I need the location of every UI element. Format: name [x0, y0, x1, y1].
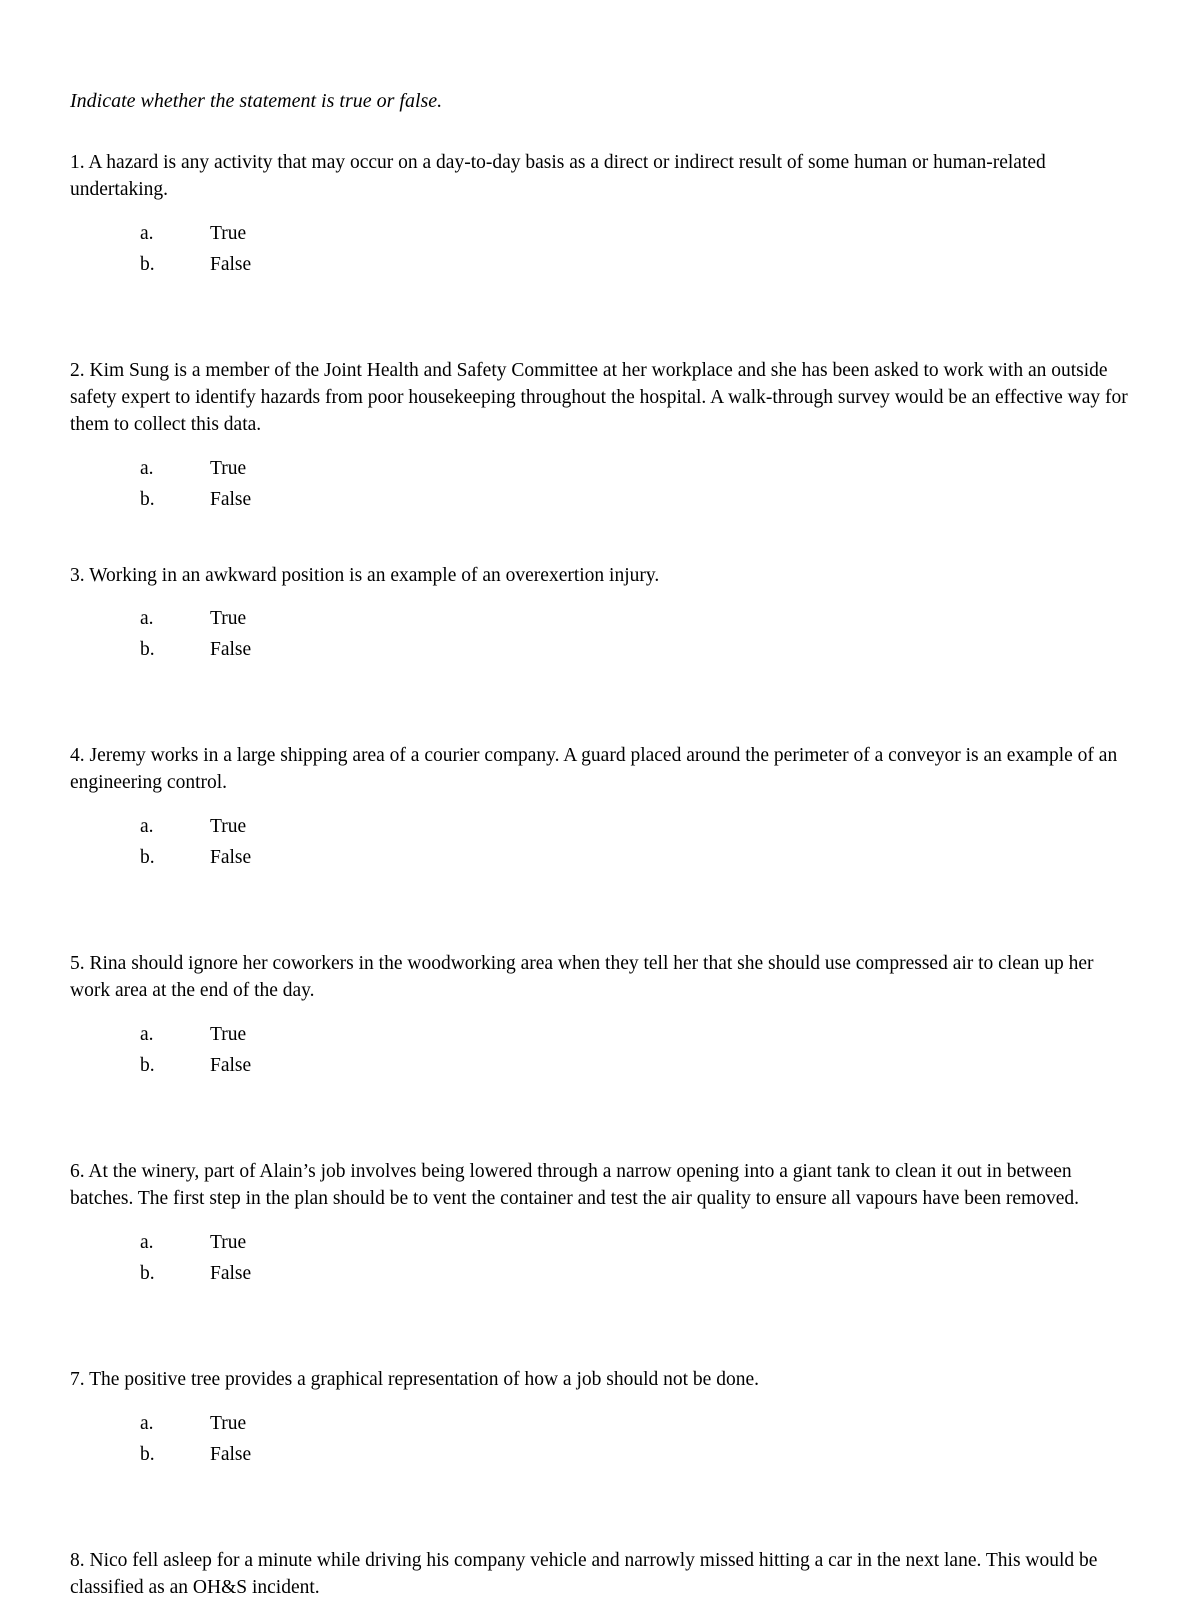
option-letter: b. — [140, 1262, 155, 1284]
option-label: False — [210, 1055, 252, 1077]
question-8 — [70, 1548, 1130, 1602]
option-letter: a. — [140, 1412, 154, 1434]
option-false[interactable] — [70, 249, 1130, 280]
option-true[interactable] — [70, 811, 1130, 842]
option-false[interactable] — [70, 842, 1130, 873]
spacer — [70, 1289, 1130, 1367]
option-false[interactable] — [70, 1258, 1130, 1289]
option-label: False — [210, 639, 252, 661]
option-label: False — [210, 847, 252, 869]
question-text: 1. A hazard is any activity that may occur on a day-to-day basis as a direct or indirect result of some human or human-related undertaking. — [70, 152, 1046, 200]
answer-options — [70, 1227, 1130, 1289]
spacer — [70, 515, 1130, 563]
option-true[interactable] — [70, 453, 1130, 484]
question-text: 4. Jeremy works in a large shipping area of a courier company. A guard placed around the perimeter of a conveyor is an example of an engineering control. — [70, 745, 1118, 794]
option-false[interactable] — [70, 634, 1130, 665]
option-letter: b. — [140, 488, 155, 510]
spacer — [70, 280, 1130, 358]
option-label: True — [210, 1024, 247, 1046]
question-5 — [70, 951, 1130, 1081]
option-true[interactable] — [70, 1227, 1130, 1258]
option-false[interactable] — [70, 1439, 1130, 1470]
option-label: True — [210, 1412, 247, 1434]
option-false[interactable] — [70, 484, 1130, 515]
option-label: True — [210, 816, 247, 838]
option-letter: a. — [140, 457, 154, 479]
option-label: True — [210, 457, 247, 479]
option-label: False — [210, 1262, 252, 1284]
instructions-text: Indicate whether the statement is true or false. — [70, 90, 443, 112]
spacer — [70, 1081, 1130, 1159]
option-true[interactable] — [70, 218, 1130, 249]
answer-options — [70, 603, 1130, 665]
option-false[interactable] — [70, 1050, 1130, 1081]
question-text: 8. Nico fell asleep for a minute while driving his company vehicle and narrowly missed hitting a car in the next lane. This would be classified as an OH&S incident. — [70, 1549, 1098, 1598]
option-letter: a. — [140, 1024, 154, 1046]
spacer — [70, 665, 1130, 743]
question-3 — [70, 563, 1130, 666]
option-letter: a. — [140, 816, 154, 838]
spacer — [70, 1470, 1130, 1548]
option-letter: b. — [140, 847, 155, 869]
question-text: 6. At the winery, part of Alain’s job involves being lowered through a narrow opening into a giant tank to clean it out in between batches. The first step in the plan should be to vent the container and test the air quality to ensure all vapours have been removed. — [70, 1161, 1080, 1209]
option-letter: a. — [140, 222, 154, 244]
answer-options — [70, 811, 1130, 873]
question-text: 3. Working in an awkward position is an example of an overexertion injury. — [70, 564, 660, 586]
option-label: False — [210, 488, 252, 510]
option-label: True — [210, 1231, 247, 1253]
option-true[interactable] — [70, 1408, 1130, 1439]
question-text: 5. Rina should ignore her coworkers in the woodworking area when they tell her that she should use compressed air to clean up her work area at the end of the day. — [70, 953, 1094, 1002]
option-letter: b. — [140, 253, 155, 275]
option-label: False — [210, 1443, 252, 1465]
option-letter: a. — [140, 1231, 154, 1253]
option-letter: b. — [140, 1443, 155, 1465]
answer-options — [70, 218, 1130, 280]
answer-options — [70, 1019, 1130, 1081]
option-letter: a. — [140, 608, 154, 630]
option-letter: b. — [140, 639, 155, 661]
option-label: False — [210, 253, 252, 275]
question-text: 7. The positive tree provides a graphical representation of how a job should not be done. — [70, 1368, 759, 1390]
question-2 — [70, 358, 1130, 515]
option-true[interactable] — [70, 603, 1130, 634]
question-text: 2. Kim Sung is a member of the Joint Health and Safety Committee at her workplace and she has been asked to work with an outside safety expert to identify hazards from poor housekeeping throughout the hospital. A walk-through survey would be an effective way for them to collect this data. — [70, 359, 1128, 435]
question-1 — [70, 150, 1130, 280]
answer-options — [70, 1408, 1130, 1470]
question-4 — [70, 743, 1130, 873]
spacer — [70, 873, 1130, 951]
option-label: True — [210, 608, 247, 630]
answer-options — [70, 453, 1130, 515]
question-7 — [70, 1367, 1130, 1470]
option-letter: b. — [140, 1055, 155, 1077]
option-true[interactable] — [70, 1019, 1130, 1050]
option-label: True — [210, 222, 247, 244]
question-6 — [70, 1159, 1130, 1289]
